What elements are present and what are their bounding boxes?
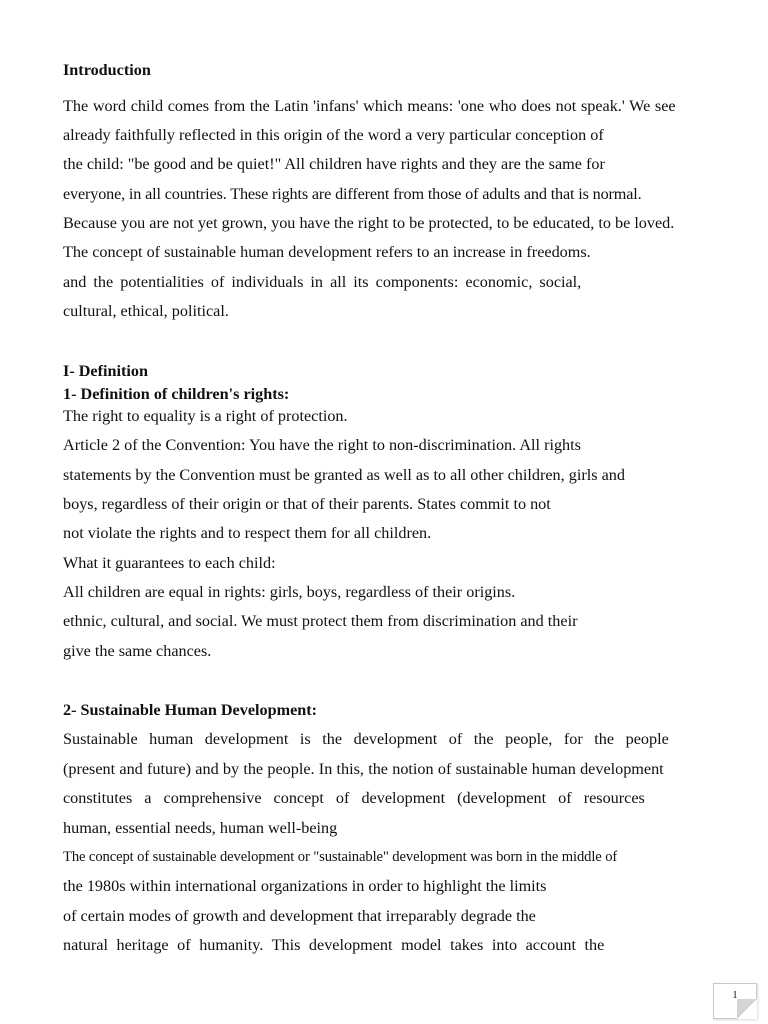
page-curl-icon (737, 999, 757, 1019)
intro-line-1: The word child comes from the Latin 'infans' which means: 'one who does not speak.' We see (63, 97, 676, 115)
intro-line-3: the child: "be good and be quiet!" All children have rights and they are the same for (63, 155, 605, 173)
intro-line-4: everyone, in all countries. These rights are different from those of adults and that is normal. (63, 185, 642, 203)
rights-line-4: boys, regardless of their origin or that of their parents. States commit to not (63, 495, 551, 513)
rights-line-5: not violate the rights and to respect them for all children. (63, 524, 432, 542)
heading-childrens-rights: 1- Definition of children's rights: (63, 385, 290, 403)
intro-line-5: Because you are not yet grown, you have the right to be protected, to be educated, to be loved. (63, 214, 675, 232)
rights-line-1: The right to equality is a right of protection. (63, 407, 348, 425)
shd-line-4: human, essential needs, human well-being (63, 819, 338, 837)
shd-line-2: (present and future) and by the people. In this, the notion of sustainable human development (63, 760, 664, 778)
intro-line-7: and the potentialities of individuals in all its components: economic, social, (63, 273, 582, 291)
heading-introduction: Introduction (63, 61, 151, 79)
shd-line-1: Sustainable human development is the development of the people, for the people (63, 730, 669, 748)
rights-line-3: statements by the Convention must be granted as well as to all other children, girls and (63, 466, 625, 484)
page-number: 1 (732, 989, 738, 1001)
rights-line-7: All children are equal in rights: girls, boys, regardless of their origins. (63, 583, 516, 601)
rights-line-9: give the same chances. (63, 642, 212, 660)
shd-more-line-2: of certain modes of growth and development that irreparably degrade the (63, 907, 536, 925)
heading-sustainable-development: 2- Sustainable Human Development: (63, 701, 318, 719)
rights-line-8: ethnic, cultural, and social. We must protect them from discrimination and their (63, 612, 578, 630)
shd-more-line-1: the 1980s within international organizations in order to highlight the limits (63, 877, 547, 895)
intro-line-8: cultural, ethical, political. (63, 302, 229, 320)
intro-line-6: The concept of sustainable human development refers to an increase in freedoms. (63, 243, 591, 261)
intro-line-2: already faithfully reflected in this origin of the word a very particular conception of (63, 126, 604, 144)
page-number-box (713, 983, 757, 1019)
shd-line-3: constitutes a comprehensive concept of development (development of resources (63, 789, 645, 807)
heading-definition: I- Definition (63, 362, 148, 380)
rights-line-6: What it guarantees to each child: (63, 554, 276, 572)
shd-more-line-3: natural heritage of humanity. This development model takes into account the (63, 936, 605, 954)
rights-line-2: Article 2 of the Convention: You have the right to non-discrimination. All rights (63, 436, 581, 454)
shd-small-line: The concept of sustainable development or "sustainable" development was born in the middle of (63, 849, 618, 865)
